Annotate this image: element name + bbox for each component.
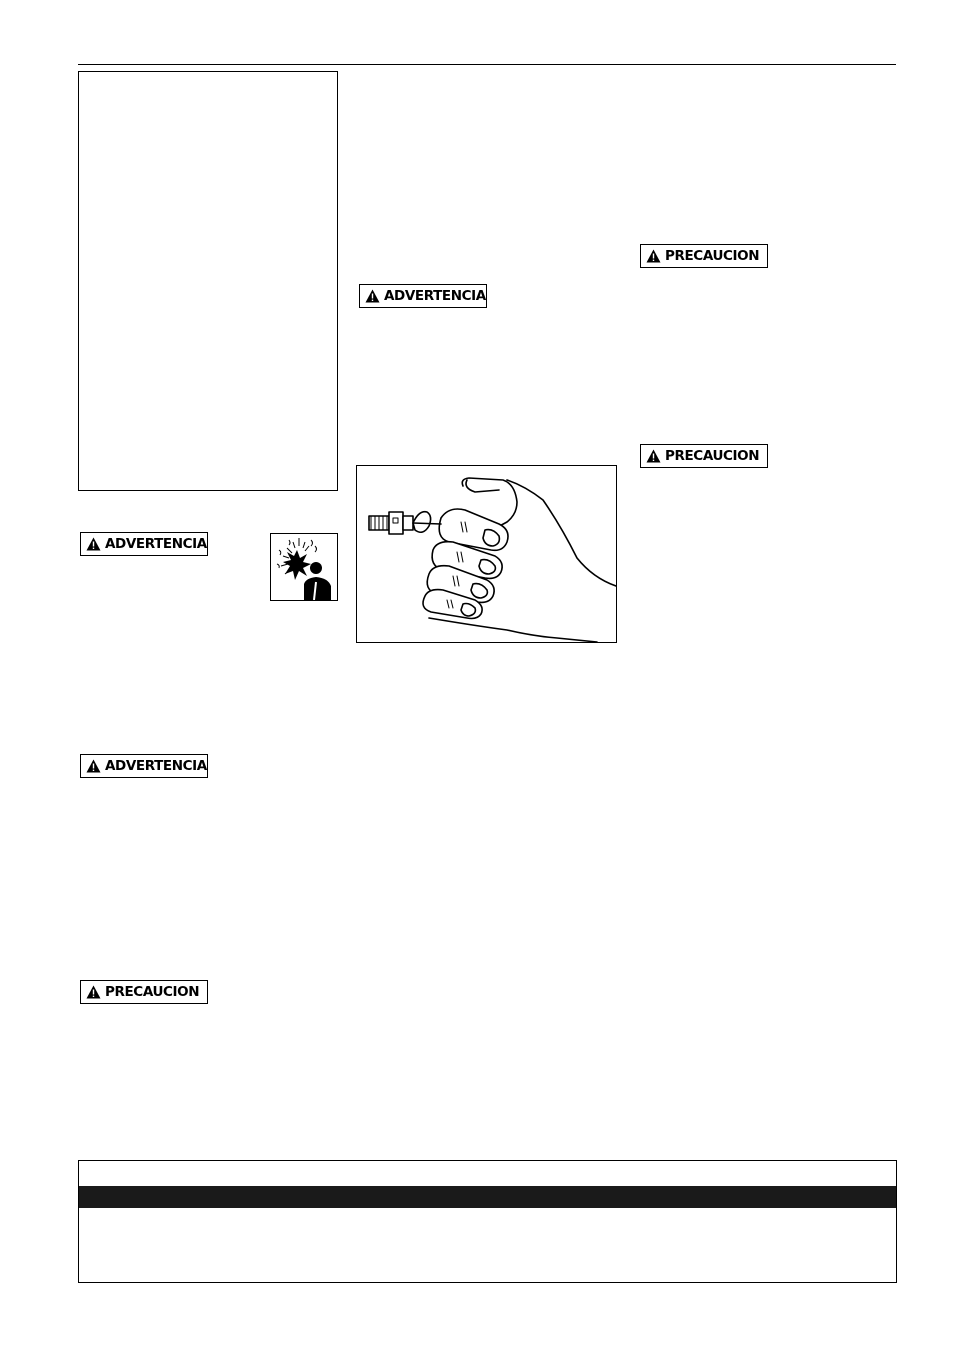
precaucion-label: PRECAUCION: [665, 448, 760, 464]
warning-triangle-icon: [86, 985, 101, 999]
warning-triangle-icon: [86, 759, 101, 773]
advertencia-label: ADVERTENCIA: [105, 536, 207, 552]
advertencia-badge-3: [359, 284, 487, 308]
precaucion-badge-1: [80, 980, 208, 1004]
advertencia-badge-1: [80, 532, 208, 556]
precaucion-badge-3: [640, 444, 768, 468]
warning-triangle-icon: [86, 537, 101, 551]
burst-hazard-icon: [270, 533, 338, 601]
table-header-bar: [79, 1186, 896, 1208]
warning-triangle-icon: [646, 249, 661, 263]
advertencia-label: ADVERTENCIA: [105, 758, 207, 774]
precaucion-badge-2: [640, 244, 768, 268]
advertencia-badge-2: [80, 754, 208, 778]
info-box: [78, 71, 338, 491]
safety-valve-illustration: [356, 465, 617, 643]
header-rule: [78, 64, 896, 65]
precaucion-label: PRECAUCION: [105, 984, 200, 1000]
advertencia-label: ADVERTENCIA: [384, 288, 486, 304]
precaucion-label: PRECAUCION: [665, 248, 760, 264]
warning-triangle-icon: [365, 289, 380, 303]
bottom-table-box: [78, 1160, 897, 1283]
warning-triangle-icon: [646, 449, 661, 463]
